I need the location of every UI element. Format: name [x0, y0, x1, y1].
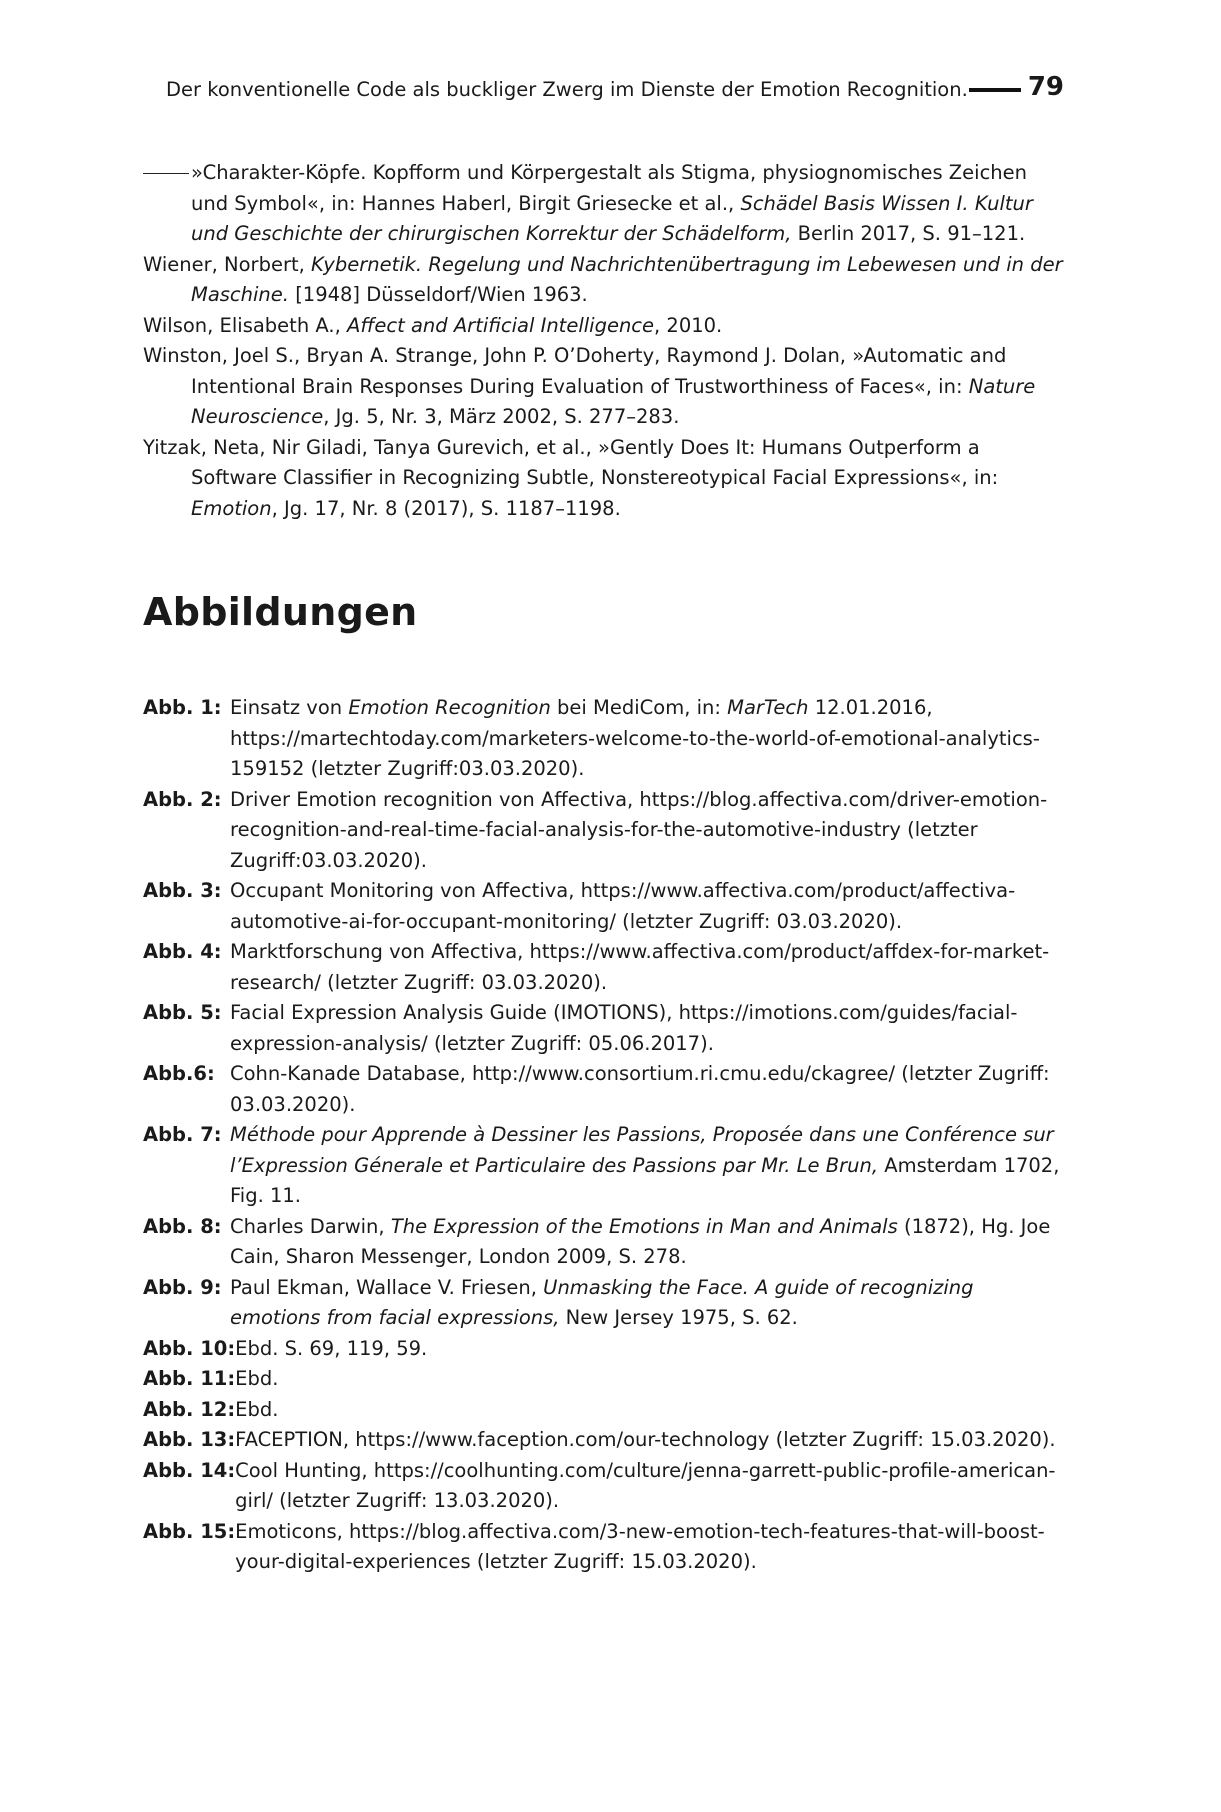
- figure-item: [143, 1425, 1063, 1456]
- figure-item: [143, 876, 1063, 937]
- figure-label: Abb. 3:: [143, 879, 222, 902]
- figure-caption: Marktforschung von Affectiva, https://www.affectiva.com/product/affdex-for-market-research/ (letzter Zugriff: 03.03.2020).: [230, 940, 1050, 994]
- figure-label: Abb. 12:: [143, 1397, 236, 1421]
- bib-entry-text: [1948] Düsseldorf/Wien 1963.: [289, 283, 588, 306]
- figure-label: Abb. 5:: [143, 1001, 222, 1024]
- bib-entry-text: Yitzak, Neta, Nir Giladi, Tanya Gurevich, et al., »Gently Does It: Humans Outperform a Software Classifier in Recognizing Subtle, Nonstereotypical Facial Expressions«, in:: [143, 435, 999, 489]
- figure-caption: Ebd. S. 69, 119, 59.: [235, 1336, 428, 1360]
- figure-label: Abb.6:: [143, 1062, 215, 1085]
- figure-caption: Emoticons, https://blog.affectiva.com/3-new-emotion-tech-features-that-will-boost-your-digital-experiences (letzter Zugriff: 15.03.2020).: [235, 1519, 1045, 1573]
- header-rule: [969, 88, 1021, 92]
- figure-list: [143, 693, 1063, 1578]
- figure-caption: Méthode pour Apprende à Dessiner les Passions, Proposée dans une Conférence sur l’Expression Génerale et Particulaire des Passions par Mr. Le Brun, Amsterdam 1702, Fig. 11.: [230, 1123, 1060, 1207]
- figure-item: [143, 1273, 1063, 1334]
- figure-label: Abb. 9:: [143, 1275, 222, 1299]
- figure-label: Abb. 10:: [143, 1336, 236, 1360]
- bibliography-list: [143, 158, 1063, 524]
- figure-label: Abb. 15:: [143, 1519, 236, 1543]
- repeat-author-dash: [143, 173, 189, 174]
- figure-item: [143, 1364, 1063, 1395]
- running-header: [166, 72, 1064, 112]
- figure-label: Abb. 7:: [143, 1123, 222, 1146]
- running-title: Der konventionelle Code als buckliger Zwerg im Dienste der Emotion Recognition.: [166, 78, 968, 101]
- figure-label: Abb. 4:: [143, 940, 222, 963]
- figure-item: [143, 1395, 1063, 1426]
- figure-label: Abb. 8:: [143, 1214, 222, 1238]
- figure-caption: Ebd.: [235, 1397, 279, 1421]
- figure-item: [143, 937, 1063, 998]
- bib-entry: [143, 341, 1063, 433]
- bib-entry-title: Affect and Artificial Intelligence: [346, 313, 655, 337]
- bib-entry: [143, 158, 1063, 250]
- figure-label: Abb. 14:: [143, 1458, 236, 1482]
- figure-caption: Einsatz von Emotion Recognition bei MediCom, in: MarTech 12.01.2016, https://martechtoday.com/marketers-welcome-to-the-world-of-emotional-analytics-159152 (letzter Zugriff:03.03.2020).: [230, 696, 1040, 780]
- bib-entry-text: , Jg. 5, Nr. 3, März 2002, S. 277–283.: [323, 405, 680, 428]
- bib-entry: [143, 433, 1063, 525]
- figure-caption: Ebd.: [235, 1367, 279, 1390]
- figure-caption: Occupant Monitoring von Affectiva, https://www.affectiva.com/product/affectiva-automotive-ai-for-occupant-monitoring/ (letzter Zugriff: 03.03.2020).: [230, 879, 1016, 933]
- bib-entry-text: Wilson, Elisabeth A.,: [143, 313, 347, 337]
- figure-item: [143, 1212, 1063, 1273]
- figure-item: [143, 1456, 1063, 1517]
- figure-caption: Driver Emotion recognition von Affectiva, https://blog.affectiva.com/driver-emotion-recognition-and-real-time-facial-analysis-for-the-automotive-industry (letzter Zugriff:03.03.2020).: [230, 787, 1048, 872]
- figure-caption: Cohn-Kanade Database, http://www.consortium.ri.cmu.edu/ckagree/ (letzter Zugriff: 03.03.2020).: [230, 1062, 1050, 1116]
- bib-entry: [143, 311, 1063, 342]
- bib-entry: [143, 250, 1063, 311]
- bib-entry-text: »Charakter-Köpfe. Kopfform und Körpergestalt als Stigma, physiognomisches Zeichen und Symbol«, in: Hannes Haberl, Birgit Griesecke et al.,: [191, 161, 1028, 215]
- bib-entry-title: Emotion: [191, 496, 272, 520]
- figure-caption: Charles Darwin, The Expression of the Emotions in Man and Animals (1872), Hg. Joe Cain, Sharon Messenger, London 2009, S. 278.: [230, 1214, 1051, 1268]
- figure-label: Abb. 13:: [143, 1428, 236, 1451]
- figure-item: [143, 1059, 1063, 1120]
- figure-caption: FACEPTION, https://www.faception.com/our-technology (letzter Zugriff: 15.03.2020).: [235, 1428, 1056, 1451]
- bib-entry-text: , Jg. 17, Nr. 8 (2017), S. 1187–1198.: [271, 496, 621, 520]
- bib-entry-text: Berlin 2017, S. 91–121.: [791, 222, 1026, 245]
- figure-label: Abb. 1:: [143, 696, 222, 719]
- figure-item: [143, 1517, 1063, 1578]
- figure-item: [143, 998, 1063, 1059]
- figure-label: Abb. 2:: [143, 787, 222, 811]
- figure-caption: Paul Ekman, Wallace V. Friesen, Unmasking the Face. A guide of recognizing emotions from facial expressions, New Jersey 1975, S. 62.: [230, 1275, 974, 1329]
- figure-item: [143, 693, 1063, 785]
- figure-item: [143, 1120, 1063, 1212]
- bib-entry-text: , 2010.: [654, 313, 723, 337]
- page-number: 79: [1027, 72, 1064, 102]
- figure-label: Abb. 11:: [143, 1367, 236, 1390]
- bib-entry-text: Wiener, Norbert,: [143, 252, 312, 276]
- figure-caption: Cool Hunting, https://coolhunting.com/culture/jenna-garrett-public-profile-american-girl/ (letzter Zugriff: 13.03.2020).: [235, 1458, 1056, 1512]
- section-heading-abbildungen: Abbildungen: [143, 590, 418, 634]
- bib-entry-title: Schädel Basis Wissen I. Kultur und Geschichte der chirurgischen Korrektur der Schädelform,: [191, 191, 1033, 245]
- figure-item: [143, 785, 1063, 877]
- bib-entry-text: Winston, Joel S., Bryan A. Strange, John P. O’Doherty, Raymond J. Dolan, »Automatic and Intentional Brain Responses During Evaluation of Trustworthiness of Faces«, in:: [143, 344, 1007, 398]
- bib-entry-title: Kybernetik. Regelung und Nachrichtenübertragung im Lebewesen und in der Maschine.: [191, 252, 1063, 306]
- figure-caption: Facial Expression Analysis Guide (IMOTIONS), https://imotions.com/guides/facial-expression-analysis/ (letzter Zugriff: 05.06.2017).: [230, 1001, 1018, 1055]
- bib-entry-title: Nature Neuroscience: [191, 374, 1036, 428]
- figure-item: [143, 1334, 1063, 1365]
